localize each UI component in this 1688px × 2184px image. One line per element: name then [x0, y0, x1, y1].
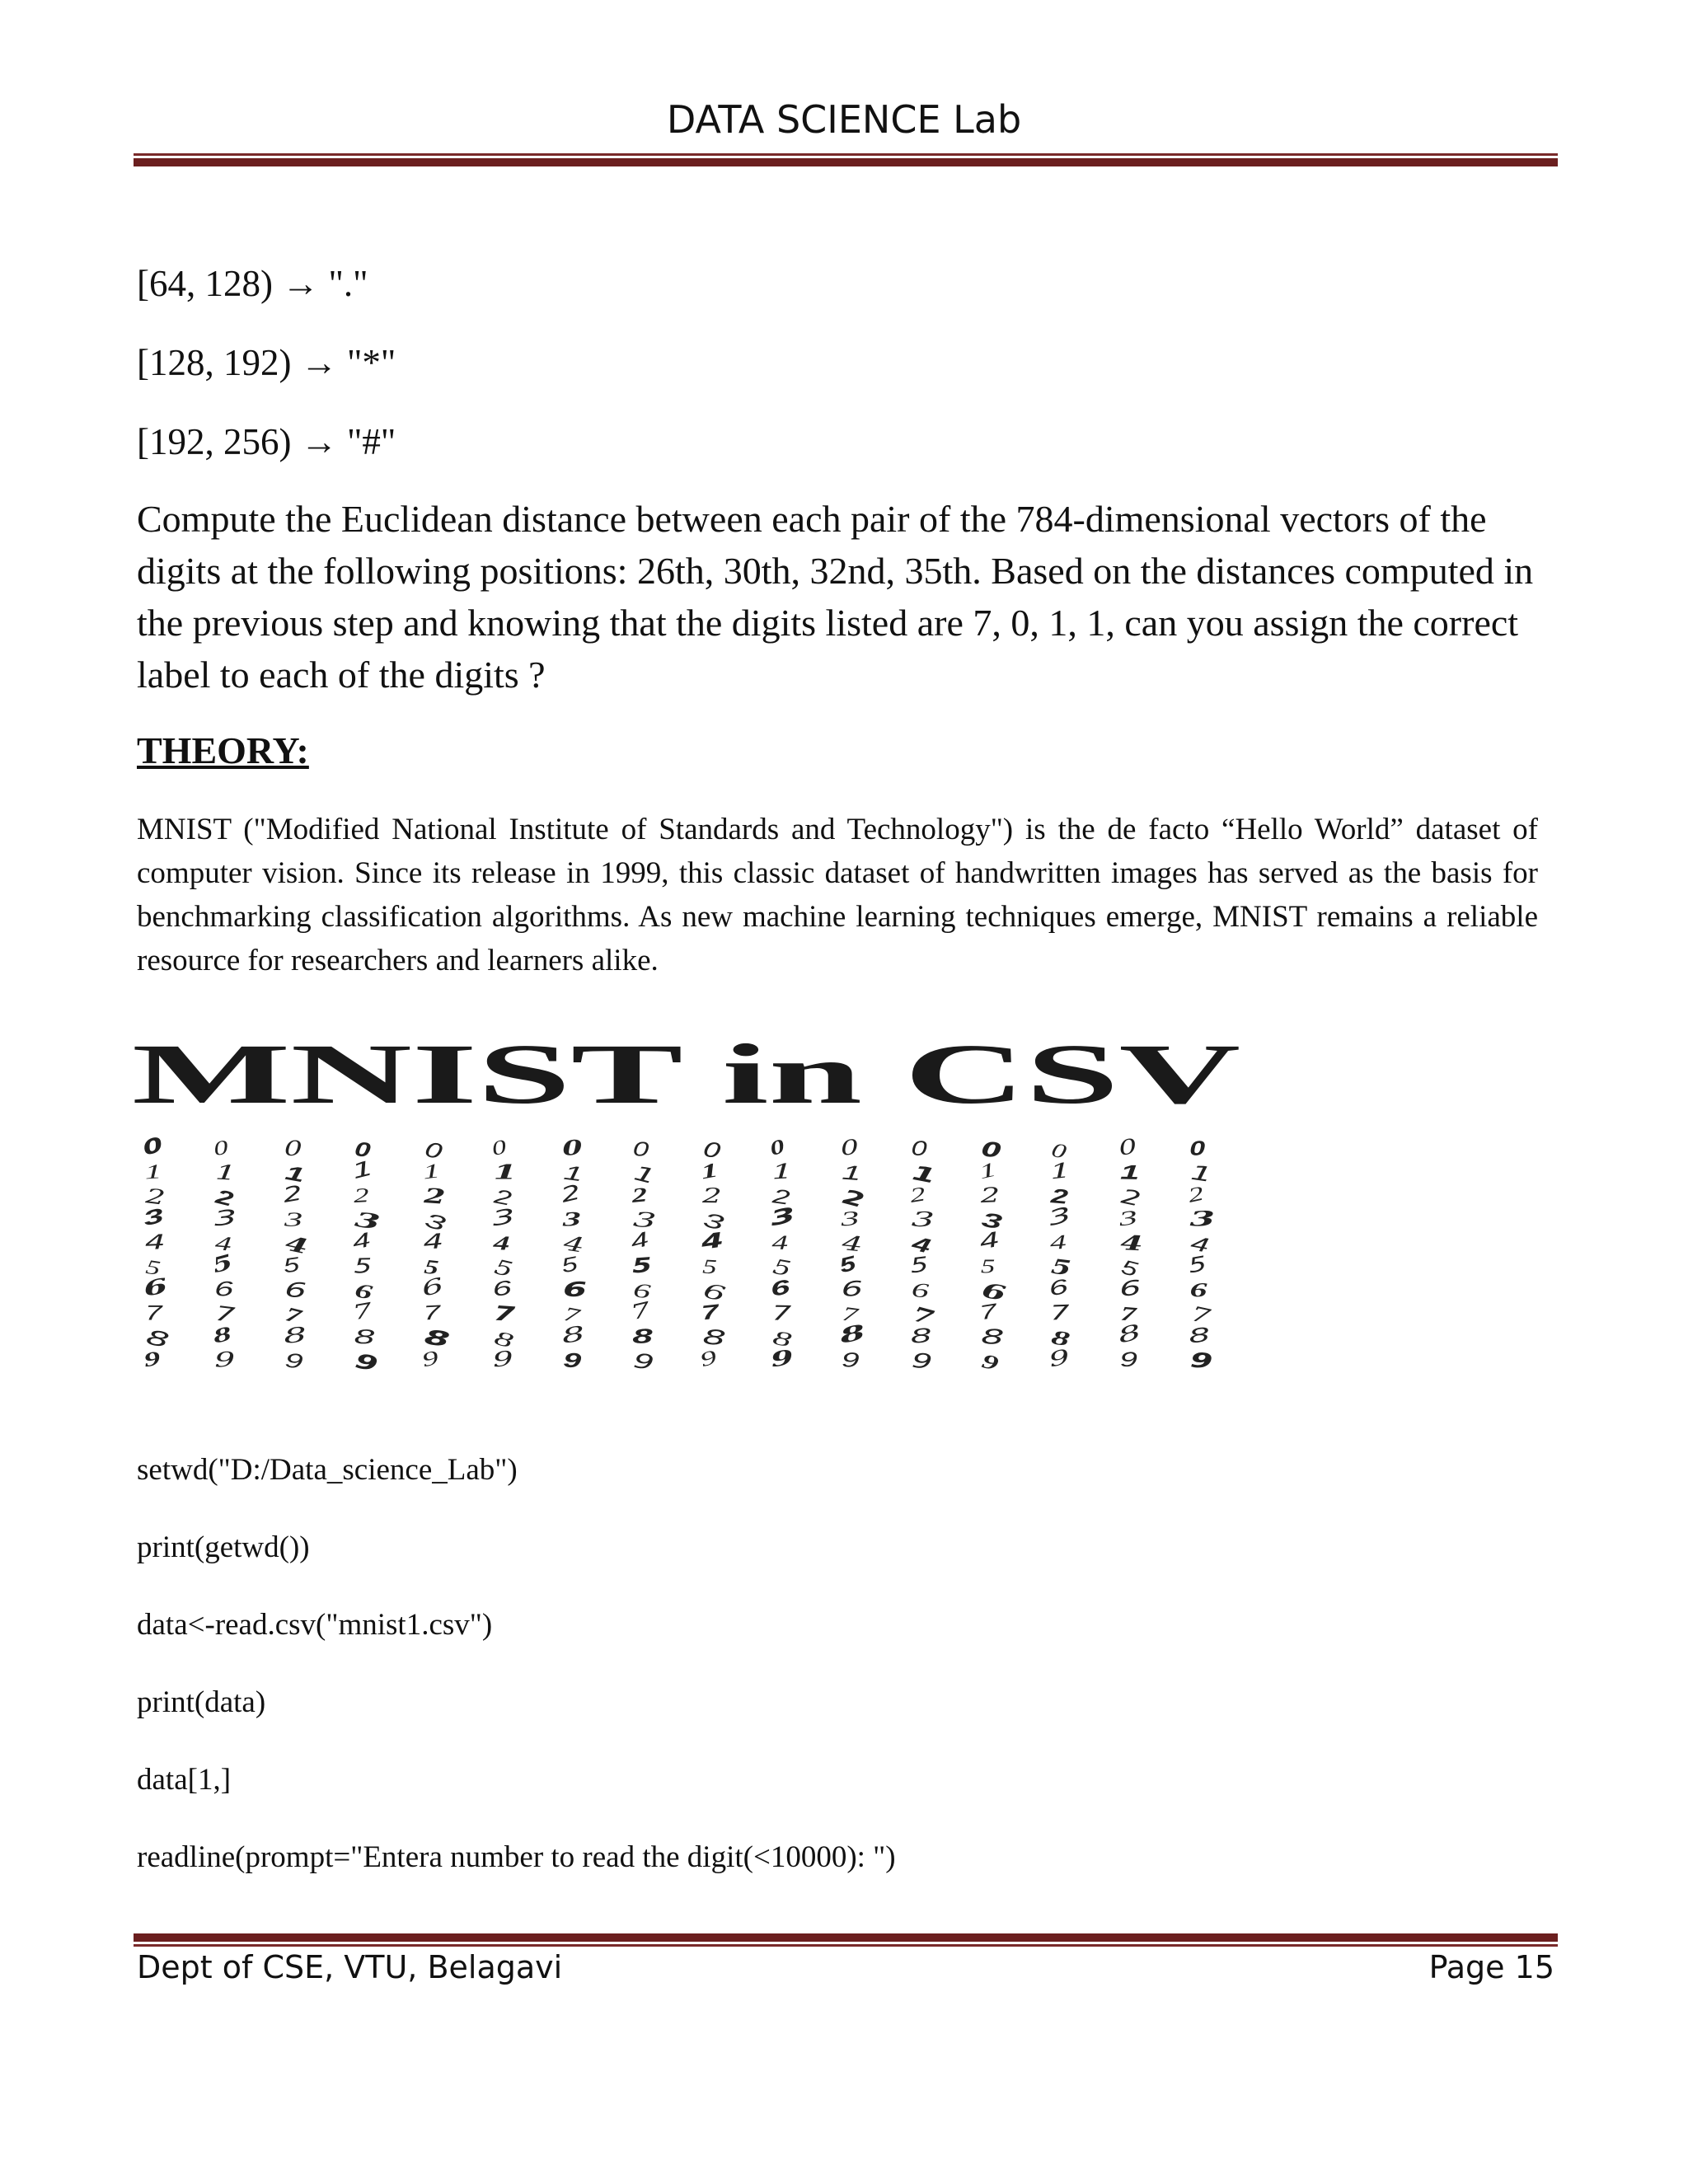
handwritten-digit: 5	[1118, 1255, 1140, 1282]
code-line-1: setwd("D:/Data_science_Lab")	[137, 1453, 518, 1487]
handwritten-digit: 5	[354, 1254, 373, 1279]
handwritten-digit: 2	[840, 1184, 867, 1213]
footer-department: Dept of CSE, VTU, Belagavi	[137, 1949, 563, 1985]
handwritten-digit: 4	[699, 1227, 725, 1254]
handwritten-digit: 0	[212, 1136, 230, 1160]
handwritten-digit: 0	[701, 1137, 724, 1165]
handwritten-digit: 7	[978, 1299, 999, 1324]
handwritten-digit: 0	[767, 1135, 787, 1160]
handwritten-digit: 8	[909, 1323, 932, 1348]
handwritten-digit: 7	[841, 1301, 860, 1327]
header-rule	[134, 153, 1558, 166]
handwritten-digit: 5	[771, 1254, 793, 1282]
footer-rule	[134, 1933, 1558, 1947]
handwritten-digit: 1	[1119, 1160, 1140, 1184]
handwritten-digit: 9	[353, 1348, 380, 1377]
handwritten-digit: 9	[697, 1346, 720, 1372]
handwritten-digit: 6	[1189, 1278, 1207, 1302]
handwritten-digit: 7	[145, 1301, 162, 1324]
handwritten-digit: 0	[980, 1137, 1003, 1164]
handwritten-digit: 8	[1187, 1322, 1211, 1348]
handwritten-digit: 0	[140, 1132, 166, 1161]
handwritten-digit: 2	[423, 1184, 447, 1210]
handwritten-digit: 7	[422, 1301, 441, 1324]
handwritten-digit: 5	[144, 1255, 162, 1280]
handwritten-digit: 9	[841, 1347, 860, 1371]
handwritten-digit: 3	[422, 1208, 448, 1236]
handwritten-digit: 7	[771, 1301, 792, 1326]
handwritten-digit: 5	[908, 1252, 931, 1279]
handwritten-digit: 6	[911, 1278, 930, 1303]
handwritten-digit: 3	[840, 1206, 860, 1230]
handwritten-digit: 8	[701, 1325, 727, 1351]
handwritten-digit: 8	[423, 1325, 452, 1352]
footer-page-number: Page 15	[1428, 1949, 1554, 1985]
handwritten-digit: 1	[562, 1161, 584, 1187]
handwritten-digit: 7	[700, 1300, 720, 1324]
handwritten-digit: 2	[908, 1182, 927, 1207]
code-line-3: data<-read.csv("mnist1.csv")	[137, 1608, 493, 1642]
handwritten-digit: 7	[628, 1297, 653, 1325]
handwritten-digit: 1	[214, 1160, 238, 1186]
handwritten-digit: 9	[562, 1348, 582, 1372]
handwritten-digit: 2	[1118, 1184, 1143, 1212]
handwritten-digit: 6	[419, 1272, 447, 1302]
handwritten-digit: 5	[631, 1253, 653, 1279]
handwritten-digit: 9	[631, 1348, 656, 1376]
handwritten-digit: 3	[284, 1207, 303, 1231]
handwritten-digit: 4	[1189, 1230, 1211, 1257]
handwritten-digit: 4	[422, 1229, 445, 1254]
handwritten-digit: 0	[353, 1137, 372, 1162]
handwritten-digit: 2	[144, 1184, 166, 1211]
handwritten-digit: 3	[767, 1202, 798, 1231]
handwritten-digit: 6	[840, 1277, 864, 1302]
handwritten-digit: 4	[283, 1230, 311, 1259]
handwritten-digit: 5	[981, 1255, 996, 1278]
handwritten-digit: 6	[141, 1273, 170, 1302]
handwritten-digit: 2	[1185, 1181, 1206, 1207]
handwritten-digit: 3	[701, 1207, 726, 1235]
handwritten-digit: 5	[1049, 1254, 1073, 1281]
theory-heading: THEORY:	[137, 729, 309, 771]
figure-title: MNIST in CSV	[132, 1030, 1240, 1122]
handwritten-digit: 3	[1117, 1205, 1139, 1230]
handwritten-digit: 9	[910, 1348, 934, 1375]
handwritten-digit: 6	[563, 1277, 588, 1302]
handwritten-digit: 9	[284, 1348, 304, 1373]
handwritten-digit: 2	[771, 1184, 791, 1210]
handwritten-digit: 1	[910, 1160, 939, 1189]
handwritten-digit: 2	[1050, 1184, 1069, 1209]
handwritten-digit: 9	[1189, 1348, 1213, 1373]
handwritten-digit: 1	[977, 1157, 999, 1184]
handwritten-digit: 3	[213, 1205, 239, 1231]
handwritten-digit: 9	[213, 1347, 236, 1372]
handwritten-digit: 1	[421, 1159, 442, 1184]
mnist-in-csv-figure	[132, 1030, 1269, 1393]
range-line-2: [128, 192) → "*"	[137, 342, 396, 383]
handwritten-digit: 8	[1049, 1325, 1071, 1351]
handwritten-digit: 4	[627, 1226, 651, 1254]
handwritten-digit: 5	[423, 1255, 440, 1280]
code-line-2: print(getwd())	[137, 1530, 310, 1564]
handwritten-digit: 7	[283, 1302, 304, 1329]
handwritten-digit: 0	[632, 1137, 649, 1161]
handwritten-digit: 0	[911, 1137, 927, 1160]
handwritten-digit: 0	[839, 1135, 860, 1161]
handwritten-digit: 8	[492, 1325, 516, 1353]
handwritten-digit: 1	[143, 1160, 163, 1184]
handwritten-digit: 5	[701, 1255, 718, 1279]
handwritten-digit: 0	[1117, 1134, 1139, 1161]
handwritten-digit: 7	[350, 1298, 374, 1325]
handwritten-digit: 0	[1049, 1138, 1069, 1164]
handwritten-digit: 9	[142, 1347, 162, 1372]
handwritten-digit: 3	[562, 1207, 582, 1231]
handwritten-digit: 4	[144, 1230, 166, 1254]
handwritten-digit: 7	[561, 1301, 582, 1328]
code-line-4: print(data)	[137, 1685, 266, 1719]
handwritten-digit: 2	[353, 1183, 370, 1207]
handwritten-digit: 2	[281, 1181, 305, 1208]
handwritten-digit: 8	[560, 1321, 587, 1349]
handwritten-digit: 2	[559, 1180, 584, 1208]
handwritten-digit-grid	[140, 1132, 1215, 1376]
handwritten-digit: 1	[841, 1160, 862, 1185]
handwritten-digit: 8	[282, 1323, 308, 1349]
handwritten-digit: 9	[979, 1350, 1001, 1376]
handwritten-digit: 8	[210, 1321, 234, 1348]
handwritten-digit: 5	[492, 1254, 515, 1282]
handwritten-digit: 5	[282, 1253, 301, 1278]
handwritten-digit: 2	[631, 1183, 649, 1207]
range-line-3: [192, 256) → "#"	[137, 421, 396, 462]
handwritten-digit: 3	[141, 1203, 166, 1230]
code-line-6: readline(prompt="Entera number to read the digit(<10000): ")	[137, 1840, 896, 1874]
handwritten-digit: 6	[768, 1275, 792, 1301]
handwritten-digit: 5	[1186, 1251, 1209, 1278]
handwritten-digit: 1	[771, 1159, 795, 1184]
handwritten-digit: 6	[284, 1277, 307, 1303]
handwritten-digit: 3	[1189, 1207, 1216, 1231]
handwritten-digit: 6	[490, 1276, 513, 1301]
handwritten-digit: 4	[349, 1227, 373, 1254]
handwritten-digit: 9	[1047, 1344, 1072, 1372]
theory-paragraph: MNIST ("Modified National Institute of Standards and Technology") is the de facto “Hello World” dataset of computer vision. Since its release in 1999, this classic dataset of handwritten images has served as the basis for benchmarking classification algorithms. As new machine learning techniques emerge, MNIST remains a reliable resource for researchers and learners alike.	[137, 813, 1538, 977]
handwritten-digit: 2	[701, 1184, 722, 1208]
handwritten-digit: 3	[353, 1207, 382, 1235]
handwritten-digit: 8	[771, 1325, 794, 1352]
handwritten-digit: 9	[1118, 1347, 1139, 1371]
handwritten-digit: 3	[631, 1207, 658, 1234]
handwritten-digit: 3	[490, 1204, 518, 1231]
instruction-paragraph: Compute the Euclidean distance between each pair of the 784-dimensional vectors of the digits at the following positions: 26th, 30th, 32nd, 35th. Based on the distances computed in the previous step and knowing that the digits listed are 7, 0, 1, 1, can you assign the correct label to each of the digits ?	[137, 498, 1534, 696]
handwritten-digit: 0	[422, 1137, 446, 1165]
page-header-title: DATA SCIENCE Lab	[666, 97, 1022, 142]
handwritten-digit: 2	[213, 1184, 236, 1212]
handwritten-digit: 4	[841, 1230, 865, 1257]
handwritten-digit: 6	[631, 1278, 652, 1304]
handwritten-digit: 9	[769, 1344, 795, 1372]
handwritten-digit: 0	[284, 1137, 303, 1161]
code-line-5: data[1,]	[137, 1763, 232, 1797]
handwritten-digit: 2	[980, 1183, 1001, 1208]
handwritten-digit: 4	[1049, 1230, 1067, 1254]
handwritten-digit: 7	[1049, 1301, 1071, 1325]
handwritten-digit: 3	[911, 1207, 935, 1232]
handwritten-digit: 0	[561, 1136, 584, 1161]
handwritten-digit: 4	[562, 1230, 587, 1258]
handwritten-digit: 4	[493, 1232, 510, 1255]
handwritten-digit: 7	[1189, 1302, 1213, 1329]
handwritten-digit: 6	[353, 1278, 374, 1305]
handwritten-digit: 6	[1118, 1276, 1143, 1302]
handwritten-digit: 7	[213, 1301, 237, 1328]
handwritten-digit: 3	[980, 1207, 1004, 1234]
handwritten-digit: 7	[493, 1301, 516, 1327]
handwritten-digit: 9	[420, 1346, 441, 1372]
handwritten-digit: 8	[980, 1324, 1005, 1350]
handwritten-digit: 1	[699, 1158, 720, 1184]
handwritten-digit: 6	[1046, 1274, 1071, 1301]
handwritten-digit: 4	[213, 1232, 232, 1256]
handwritten-digit: 4	[977, 1227, 1002, 1254]
handwritten-digit: 7	[909, 1302, 936, 1331]
handwritten-digit: 4	[771, 1231, 789, 1255]
handwritten-digit: 1	[493, 1160, 518, 1184]
handwritten-digit: 9	[491, 1346, 514, 1372]
handwritten-digit: 6	[213, 1277, 235, 1301]
handwritten-digit: 3	[1045, 1202, 1075, 1231]
handwritten-digit: 2	[492, 1184, 513, 1211]
range-line-1: [64, 128) → "."	[137, 263, 368, 304]
handwritten-digit: 1	[631, 1160, 659, 1190]
handwritten-digit: 1	[284, 1161, 307, 1188]
handwritten-digit: 5	[837, 1252, 859, 1278]
handwritten-digit: 1	[1189, 1160, 1214, 1188]
handwritten-digit: 6	[979, 1278, 1008, 1306]
handwritten-digit: 0	[490, 1135, 509, 1160]
handwritten-digit: 8	[837, 1319, 868, 1349]
handwritten-digit: 8	[143, 1325, 171, 1353]
handwritten-digit: 7	[1119, 1301, 1137, 1326]
handwritten-digit: 8	[354, 1324, 375, 1348]
handwritten-digit: 4	[1119, 1230, 1144, 1256]
handwritten-digit: 1	[1048, 1158, 1073, 1184]
handwritten-digit: 4	[910, 1231, 933, 1258]
handwritten-digit: 5	[209, 1249, 236, 1278]
handwritten-digit: 1	[349, 1155, 377, 1184]
handwritten-digit: 8	[631, 1324, 654, 1348]
handwritten-digit: 0	[1189, 1137, 1206, 1160]
handwritten-digit: 6	[701, 1278, 729, 1307]
handwritten-digit: 8	[1115, 1319, 1144, 1348]
handwritten-digit: 5	[559, 1252, 579, 1278]
